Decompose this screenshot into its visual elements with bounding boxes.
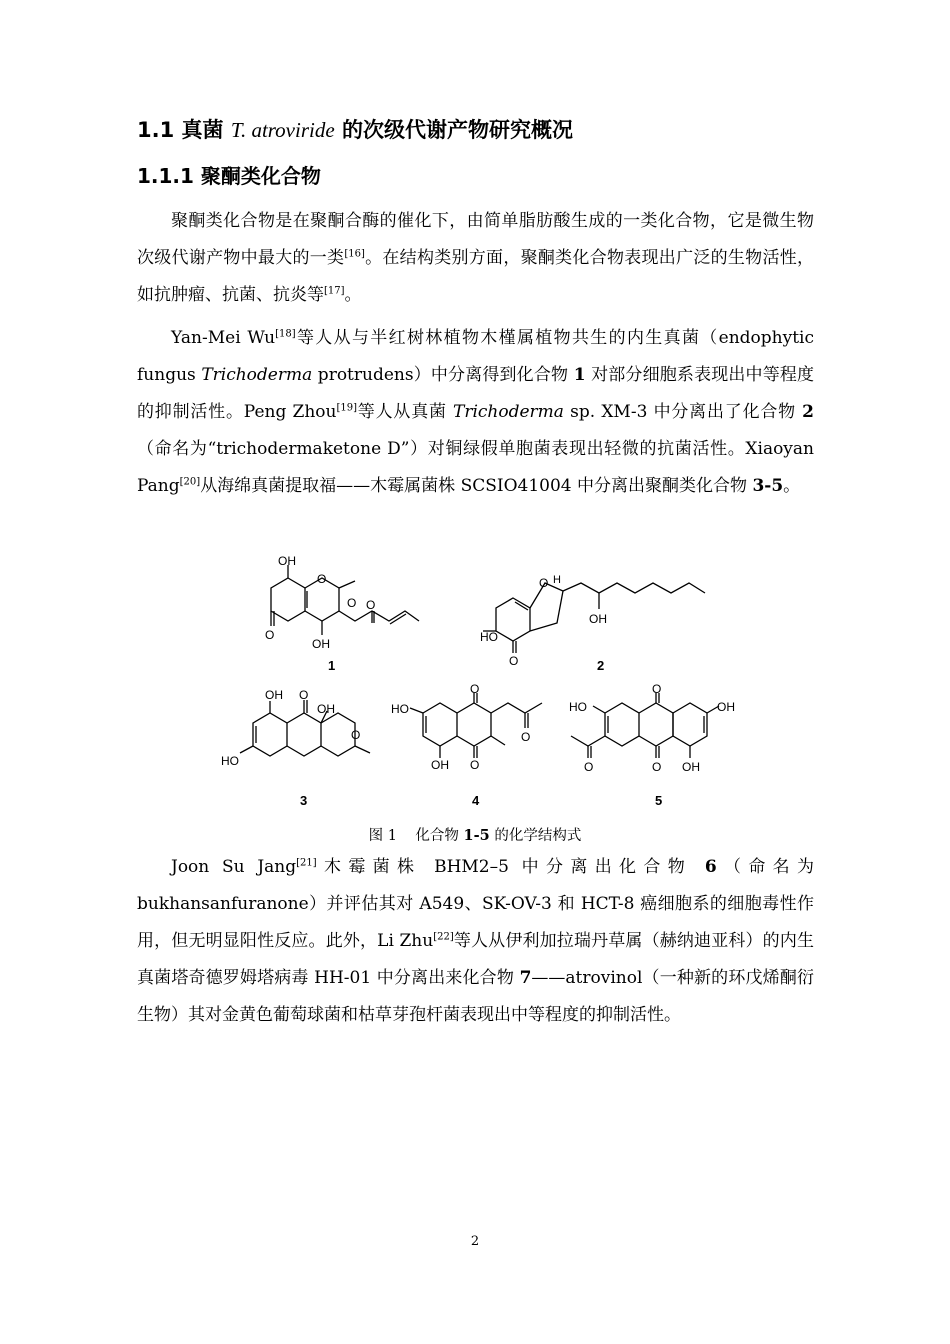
text-run: 。在结构类别方面，聚酮类化合物表现出广泛的生物活性，如抗肿瘤、抗菌、抗炎等 xyxy=(137,248,815,305)
text-run: 聚酮类化合物是在聚酮合酶的催化下，由简单脂肪酸生成的一类化合物，它是微生物次级代谢产物中最大的一类 xyxy=(137,211,814,268)
compound-3-structure xyxy=(221,688,370,808)
text-run: Joon Su Jang xyxy=(171,857,297,877)
chemical-structures-figure xyxy=(205,553,755,815)
atom-label: O xyxy=(317,572,327,586)
section-title-post: 的次级代谢产物研究概况 xyxy=(341,118,573,142)
atom-label: O xyxy=(351,728,361,742)
subsection-title: 聚酮类化合物 xyxy=(200,164,321,188)
text-run: 。 xyxy=(783,476,801,496)
compound-label: 3 xyxy=(300,793,308,808)
text-run: ——atrovinol（一种新的环戊烯酮衍生物）其对金黄色葡萄球菌和枯草芽孢杆菌表现出中等程度的抑制活性。 xyxy=(137,968,814,1025)
compound-ref: 2 xyxy=(802,402,814,422)
atom-label: OH xyxy=(431,758,449,772)
atom-label: O xyxy=(652,760,662,774)
section-heading xyxy=(137,114,573,144)
page-number: 2 xyxy=(470,1234,480,1249)
atom-label: OH xyxy=(265,688,283,702)
text-run: 从海绵真菌提取福——木霉属菌株 SCSIO41004 中分离出聚酮类化合物 xyxy=(200,476,753,496)
atom-label: O xyxy=(521,730,531,744)
citation: [20] xyxy=(179,476,201,488)
text-run: 化合物 xyxy=(415,828,464,844)
text-run: 的化学结构式 xyxy=(489,828,582,844)
citation: [21] xyxy=(296,857,317,869)
section-title-pre: 真菌 xyxy=(181,118,224,142)
compound-5-structure xyxy=(569,682,735,808)
text-run: 对部分细胞系表现出中等程度的抑制活性。Peng Zhou xyxy=(137,365,815,422)
genus-name: Trichoderma xyxy=(201,365,313,385)
text-run: 等人从与半红树林植物木槿属植物共生的内生真菌（endophytic fungus xyxy=(137,328,814,385)
atom-label: O xyxy=(652,682,662,696)
compound-label: 2 xyxy=(597,658,605,673)
atom-label: O xyxy=(584,760,594,774)
text-run: （命名为 bukhansanfuranone）并评估其对 A549、SK-OV-3 和 HCT-8 癌细胞系的细胞毒性作用，但无明显阳性反应。此外，Li Zhu xyxy=(137,857,815,951)
compound-label: 5 xyxy=(655,793,663,808)
species-name: T. atroviride xyxy=(230,118,335,142)
compound-ref: 6 xyxy=(704,857,717,877)
citation: [18] xyxy=(275,328,296,340)
atom-label: O xyxy=(509,654,519,668)
compound-1-structure xyxy=(265,554,419,673)
atom-label: HO xyxy=(391,702,409,716)
atom-label: OH xyxy=(589,612,607,626)
atom-label: HO xyxy=(221,754,239,768)
atom-label: OH xyxy=(312,637,330,651)
figure-number: 图 1 xyxy=(368,828,397,844)
paragraph-2 xyxy=(137,320,814,505)
atom-label: O xyxy=(366,598,376,612)
atom-label: O xyxy=(265,628,275,642)
text-run: protrudens）中分离得到化合物 xyxy=(312,365,574,385)
text-run: 木霉菌株 BHM2–5 中分离出化合物 xyxy=(316,857,705,877)
citation: [19] xyxy=(336,402,358,414)
atom-label: H xyxy=(553,574,561,586)
figure-caption xyxy=(0,824,950,845)
subsection-heading xyxy=(137,160,321,189)
compound-ref: 1 xyxy=(573,365,586,385)
paragraph-1 xyxy=(137,203,814,314)
text-run: 。 xyxy=(344,285,362,305)
atom-label: OH xyxy=(278,554,296,568)
text-run: 等人从伊利加拉瑞丹草属（赫纳迪亚科）的内生真菌塔奇德罗姆塔病毒 HH-01 中分离出来化合物 xyxy=(137,931,814,988)
atom-label: OH xyxy=(682,760,700,774)
atom-label: O xyxy=(539,576,549,590)
citation: [16] xyxy=(344,248,365,260)
paragraph-3 xyxy=(137,849,814,1034)
atom-label: OH xyxy=(717,700,735,714)
atom-label: O xyxy=(299,688,309,702)
text-run: Yan-Mei Wu xyxy=(171,328,276,348)
subsection-number: 1.1.1 xyxy=(137,164,194,188)
citation: [17] xyxy=(324,285,345,297)
compound-2-structure xyxy=(480,574,705,673)
compound-4-structure xyxy=(391,682,542,808)
text-run: sp. XM-3 中分离出了化合物 xyxy=(563,402,803,422)
compound-label: 4 xyxy=(472,793,480,808)
atom-label: O xyxy=(347,596,357,610)
atom-label: OH xyxy=(317,702,335,716)
genus-name: Trichoderma xyxy=(452,402,564,422)
citation: [22] xyxy=(433,931,454,943)
atom-label: HO xyxy=(480,630,498,644)
compound-ref: 1-5 xyxy=(463,827,490,844)
text-run: 等人从真菌 xyxy=(357,402,453,422)
compound-ref: 3-5 xyxy=(752,476,784,496)
atom-label: O xyxy=(470,682,480,696)
atom-label: HO xyxy=(569,700,587,714)
section-number: 1.1 xyxy=(137,118,175,142)
compound-ref: 7 xyxy=(519,968,532,988)
compound-label: 1 xyxy=(328,658,336,673)
atom-label: O xyxy=(470,758,480,772)
text-run: （命名为“trichodermaketone D”）对铜绿假单胞菌表现出轻微的抗菌活性。Xiaoyan Pang xyxy=(137,439,814,496)
